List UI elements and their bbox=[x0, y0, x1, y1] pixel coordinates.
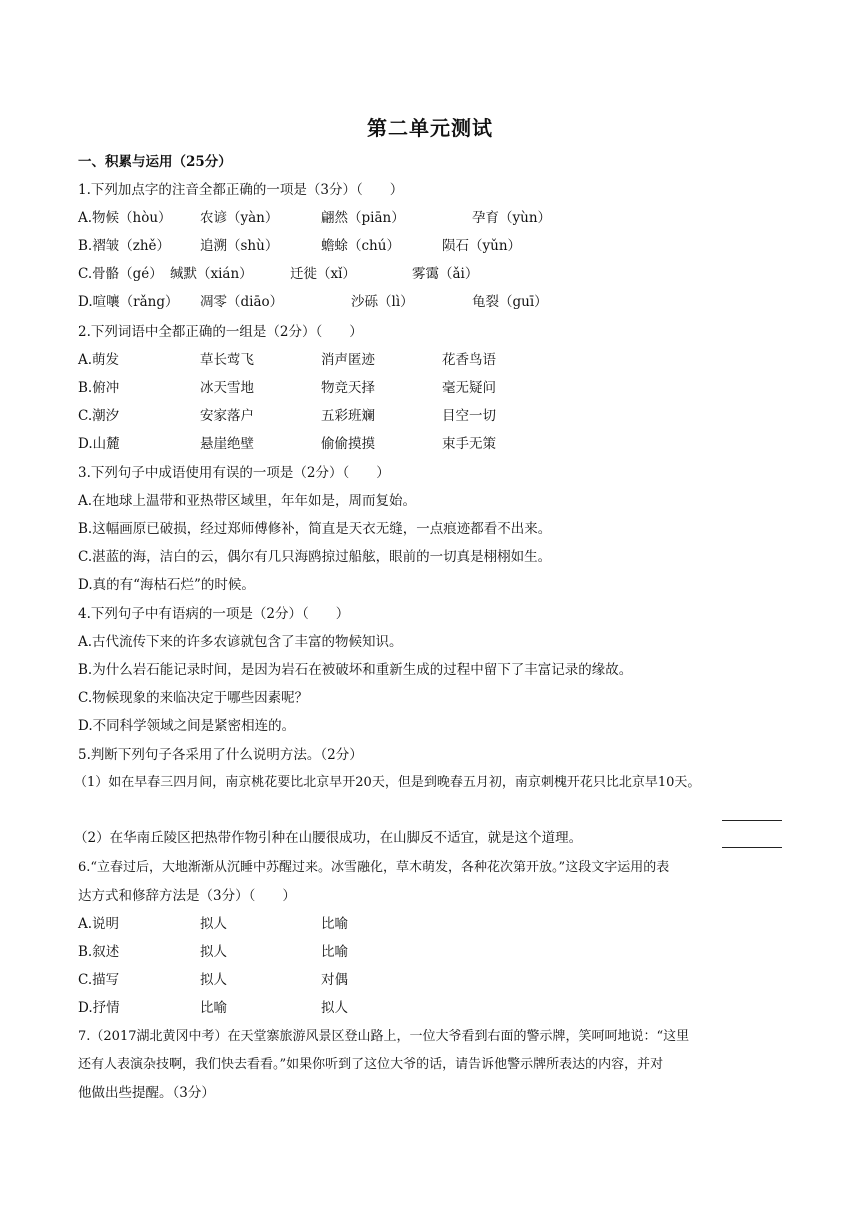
option-word: 迁徙（xǐ） bbox=[290, 266, 356, 282]
option-word: B.俯冲 bbox=[78, 380, 120, 396]
q2-option-a bbox=[78, 350, 783, 370]
option-word: 凋零（diāo） bbox=[200, 294, 284, 310]
option-word: C.描写 bbox=[78, 972, 120, 988]
option-word: 消声匿迹 bbox=[321, 352, 375, 368]
q6-option-a bbox=[78, 914, 783, 934]
option-word: 安家落户 bbox=[200, 408, 254, 424]
page-title: 第二单元测试 bbox=[367, 116, 493, 140]
option-word: 雾霭（ǎi） bbox=[412, 266, 479, 282]
q3-option-c: C.湛蓝的海，洁白的云，偶尔有几只海鸥掠过船舷，眼前的一切真是栩栩如生。 bbox=[78, 549, 552, 565]
question-3-stem: 3.下列句子中成语使用有误的一项是（2分）（ ） bbox=[78, 465, 390, 481]
question-7-line-2: 还有人表演杂技啊，我们快去看看。”如果你听到了这位大爷的话，请告诉他警示牌所表达的内容，并对 bbox=[78, 1057, 664, 1072]
option-word: B.褶皱（zhě） bbox=[78, 238, 171, 254]
option-word: D.喧嚷（rǎng） bbox=[78, 294, 179, 310]
question-2-stem: 2.下列词语中全都正确的一组是（2分）（ ） bbox=[78, 324, 363, 340]
option-word: D.山麓 bbox=[78, 436, 120, 452]
option-word: 比喻 bbox=[321, 916, 348, 932]
option-word: 拟人 bbox=[200, 944, 227, 960]
option-word: 毫无疑问 bbox=[442, 380, 496, 396]
q3-option-b: B.这幅画原已破损，经过郑师傅修补，简直是天衣无缝，一点痕迹都看不出来。 bbox=[78, 521, 552, 537]
option-word: A.物候（hòu） bbox=[78, 210, 172, 226]
q3-option-d: D.真的有“海枯石烂”的时候。 bbox=[78, 577, 255, 593]
option-word: 陨石（yǔn） bbox=[442, 238, 522, 254]
option-word: C.骨骼（gé） bbox=[78, 266, 163, 282]
option-word: 目空一切 bbox=[442, 408, 496, 424]
q3-option-a: A.在地球上温带和亚热带区域里，年年如是，周而复始。 bbox=[78, 493, 417, 509]
section-heading: 一、积累与运用（25分） bbox=[78, 154, 232, 170]
option-word: A.说明 bbox=[78, 916, 120, 932]
option-word: 花香鸟语 bbox=[442, 352, 496, 368]
question-4-stem: 4.下列句子中有语病的一项是（2分）（ ） bbox=[78, 606, 350, 622]
option-word: 草长莺飞 bbox=[200, 352, 254, 368]
q4-option-b: B.为什么岩石能记录时间，是因为岩石在被破坏和重新生成的过程中留下了丰富记录的缘故。 bbox=[78, 662, 633, 678]
q6-option-c bbox=[78, 970, 783, 990]
option-word: B.叙述 bbox=[78, 944, 120, 960]
q6-option-b bbox=[78, 942, 783, 962]
option-word: D.抒情 bbox=[78, 1000, 120, 1016]
option-word: 束手无策 bbox=[442, 436, 496, 452]
answer-blank[interactable] bbox=[722, 819, 782, 821]
q2-option-c bbox=[78, 406, 783, 426]
option-word: 拟人 bbox=[200, 972, 227, 988]
q2-option-d bbox=[78, 434, 783, 454]
option-word: 拟人 bbox=[200, 916, 227, 932]
question-7-line-3: 他做出些提醒。（3分） bbox=[78, 1085, 215, 1101]
question-5-stem: 5.判断下列句子各采用了什么说明方法。（2分） bbox=[78, 747, 363, 763]
option-word: 沙砾（lì） bbox=[351, 294, 414, 310]
option-word: 比喻 bbox=[321, 944, 348, 960]
option-word: 冰天雪地 bbox=[200, 380, 254, 396]
option-word: 追溯（shù） bbox=[200, 238, 279, 254]
option-word: 拟人 bbox=[321, 1000, 348, 1016]
q4-option-c: C.物候现象的来临决定于哪些因素呢？ bbox=[78, 690, 309, 706]
option-word: 孕育（yùn） bbox=[472, 210, 552, 226]
q5-item-1: （1）如在早春三四月间，南京桃花要比北京早开20天，但是到晚春五月初，南京刺槐开花只比北京早10天。 bbox=[74, 775, 701, 790]
question-6-stem-line-2: 达方式和修辞方法是（3分）（ ） bbox=[78, 888, 296, 904]
q4-option-a: A.古代流传下来的许多农谚就包含了丰富的物候知识。 bbox=[78, 634, 403, 650]
question-1-stem: 1.下列加点字的注音全都正确的一项是（3分）（ ） bbox=[78, 182, 404, 198]
answer-blank[interactable] bbox=[722, 846, 782, 848]
option-word: 蟾蜍（chú） bbox=[321, 238, 400, 254]
option-word: 翩然（piān） bbox=[321, 210, 405, 226]
q5-item-2: （2）在华南丘陵区把热带作物引种在山腰很成功，在山脚反不适宜，就是这个道理。 bbox=[74, 830, 583, 846]
option-word: 悬崖绝壁 bbox=[200, 436, 254, 452]
option-word: 偷偷摸摸 bbox=[321, 436, 375, 452]
option-word: 物竞天择 bbox=[321, 380, 375, 396]
q2-option-b bbox=[78, 378, 783, 398]
option-word: A.萌发 bbox=[78, 352, 120, 368]
option-word: 对偶 bbox=[321, 972, 348, 988]
option-word: 农谚（yàn） bbox=[200, 210, 279, 226]
q1-option-b bbox=[78, 236, 783, 256]
option-word: 比喻 bbox=[200, 1000, 227, 1016]
option-word: 五彩班斓 bbox=[321, 408, 375, 424]
option-word: 龟裂（guī） bbox=[472, 294, 548, 310]
q4-option-d: D.不同科学领域之间是紧密相连的。 bbox=[78, 718, 296, 734]
question-7-line-1: 7.（2017湖北黄冈中考）在天堂寨旅游风景区登山路上，一位大爷看到右面的警示牌，笑呵呵地说：“这里 bbox=[78, 1029, 690, 1044]
q1-option-c bbox=[78, 264, 783, 284]
option-word: 缄默（xián） bbox=[170, 266, 253, 282]
q1-option-d bbox=[78, 292, 783, 312]
question-6-stem-line-1: 6.“立春过后，大地渐渐从沉睡中苏醒过来。冰雪融化，草木萌发，各种花次第开放。”这段文字运用的表 bbox=[78, 860, 670, 875]
q1-option-a bbox=[78, 208, 783, 228]
q6-option-d bbox=[78, 998, 783, 1018]
option-word: C.潮汐 bbox=[78, 408, 120, 424]
